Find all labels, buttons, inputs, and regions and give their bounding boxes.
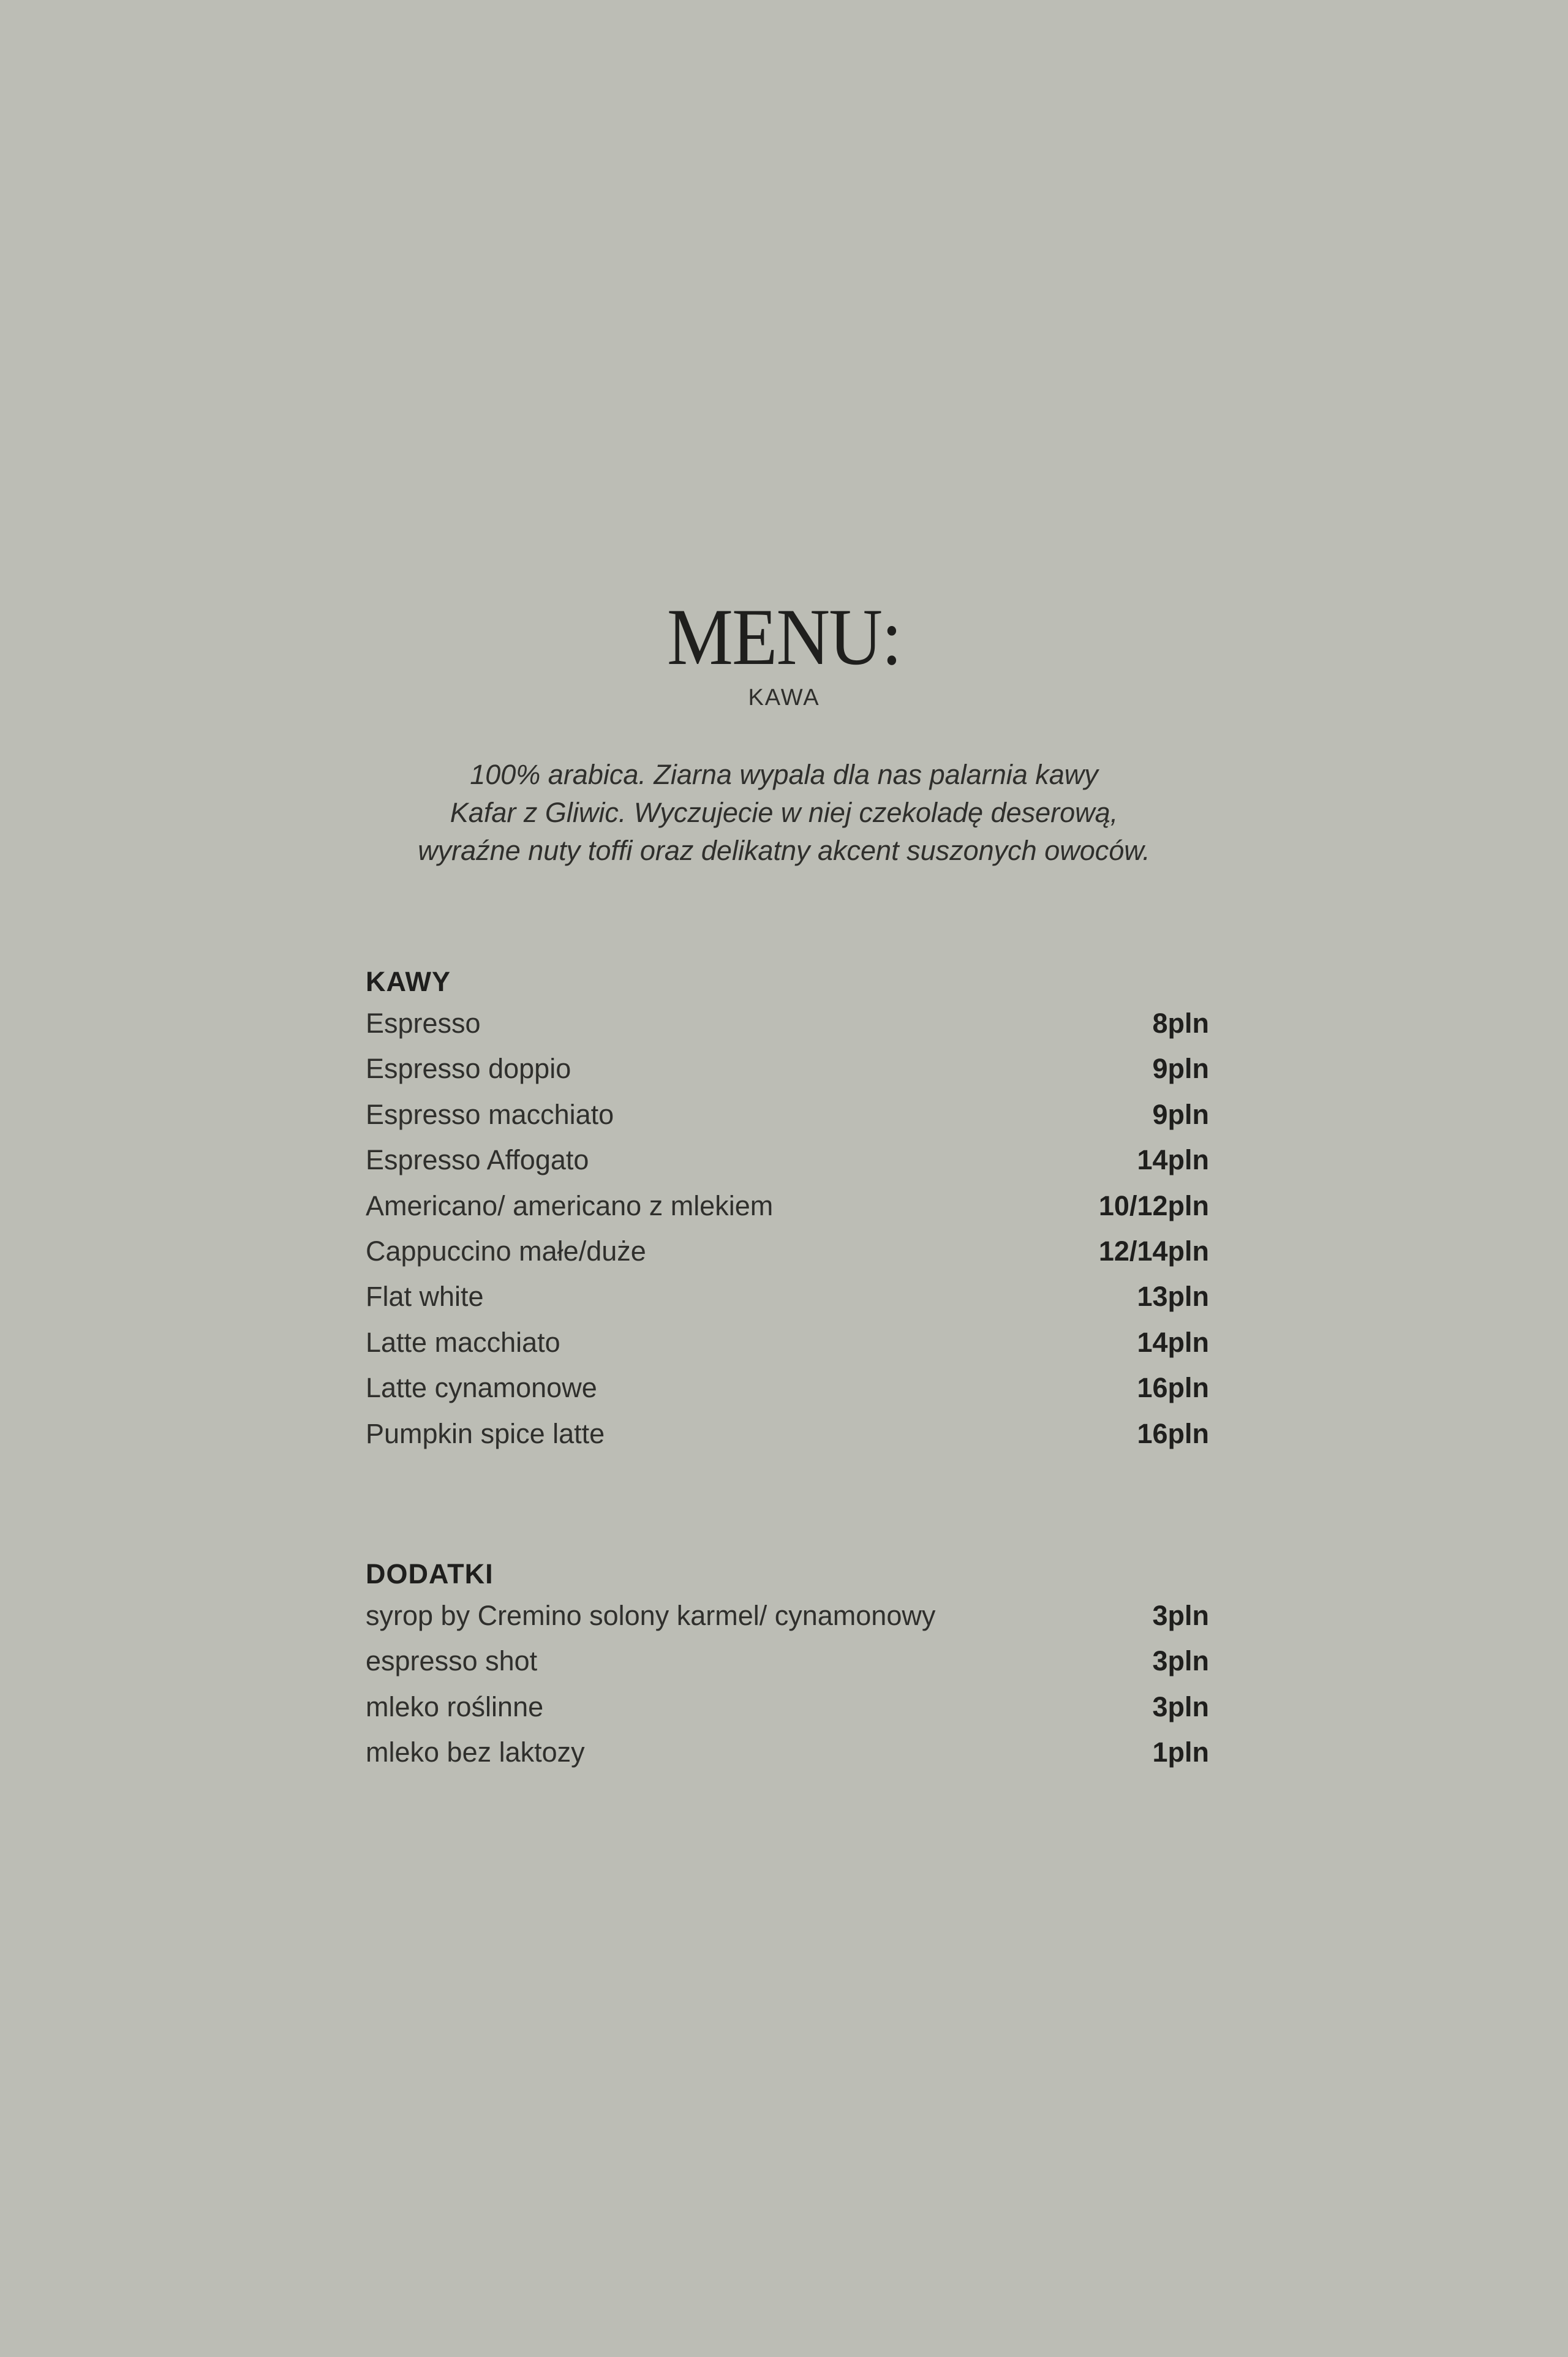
- item-name: espresso shot: [366, 1645, 538, 1677]
- menu-item: [366, 1597, 1209, 1642]
- intro-line: Kafar z Gliwic. Wyczujecie w niej czekoladę deserową,: [450, 797, 1118, 828]
- item-price: 3pln: [1152, 1691, 1209, 1722]
- menu-item: [366, 1096, 1209, 1141]
- item-name: Latte cynamonowe: [366, 1372, 597, 1404]
- item-price: 9pln: [1152, 1053, 1209, 1085]
- item-price: 16pln: [1137, 1372, 1209, 1404]
- menu-item: [366, 1642, 1209, 1688]
- item-price: 10/12pln: [1098, 1190, 1209, 1221]
- item-name: Cappuccino małe/duże: [366, 1235, 646, 1267]
- item-price: 14pln: [1137, 1326, 1209, 1358]
- item-name: Espresso Affogato: [366, 1144, 589, 1176]
- intro-line: wyraźne nuty toffi oraz delikatny akcent suszonych owoców.: [418, 835, 1150, 866]
- menu-item: [366, 1733, 1209, 1779]
- item-name: syrop by Cremino solony karmel/ cynamonowy: [366, 1600, 936, 1631]
- item-price: 3pln: [1152, 1645, 1209, 1677]
- menu-item: [366, 1415, 1209, 1460]
- item-name: mleko bez laktozy: [366, 1737, 585, 1768]
- item-price: 13pln: [1137, 1281, 1209, 1313]
- menu-item: [366, 1005, 1209, 1050]
- section-kawy: [366, 963, 1209, 1460]
- item-price: 9pln: [1152, 1098, 1209, 1130]
- menu-subtitle: KAWA: [748, 685, 820, 711]
- item-name: Americano/ americano z mlekiem: [366, 1190, 774, 1221]
- menu-title: MENU:: [666, 592, 902, 682]
- section-dodatki: [366, 1555, 1209, 1779]
- section-heading: KAWY: [366, 966, 451, 997]
- item-name: mleko roślinne: [366, 1691, 544, 1722]
- menu-item: [366, 1278, 1209, 1323]
- item-price: 14pln: [1137, 1144, 1209, 1176]
- item-price: 12/14pln: [1098, 1235, 1209, 1267]
- section-heading: DODATKI: [366, 1558, 494, 1590]
- item-price: 3pln: [1152, 1600, 1209, 1631]
- item-name: Espresso: [366, 1008, 481, 1039]
- item-name: Flat white: [366, 1281, 484, 1313]
- menu-item: [366, 1369, 1209, 1414]
- menu-item: [366, 1688, 1209, 1733]
- intro-text: [0, 756, 1568, 870]
- item-name: Espresso doppio: [366, 1053, 571, 1085]
- menu-item: [366, 1141, 1209, 1186]
- item-name: Espresso macchiato: [366, 1098, 614, 1130]
- menu-item: [366, 1187, 1209, 1232]
- menu-item: [366, 1324, 1209, 1369]
- item-name: Latte macchiato: [366, 1326, 560, 1358]
- item-price: 16pln: [1137, 1417, 1209, 1449]
- intro-line: 100% arabica. Ziarna wypala dla nas palarnia kawy: [470, 759, 1098, 790]
- item-price: 8pln: [1152, 1008, 1209, 1039]
- menu-item: [366, 1232, 1209, 1278]
- menu-item: [366, 1050, 1209, 1095]
- item-name: Pumpkin spice latte: [366, 1417, 605, 1449]
- item-price: 1pln: [1152, 1737, 1209, 1768]
